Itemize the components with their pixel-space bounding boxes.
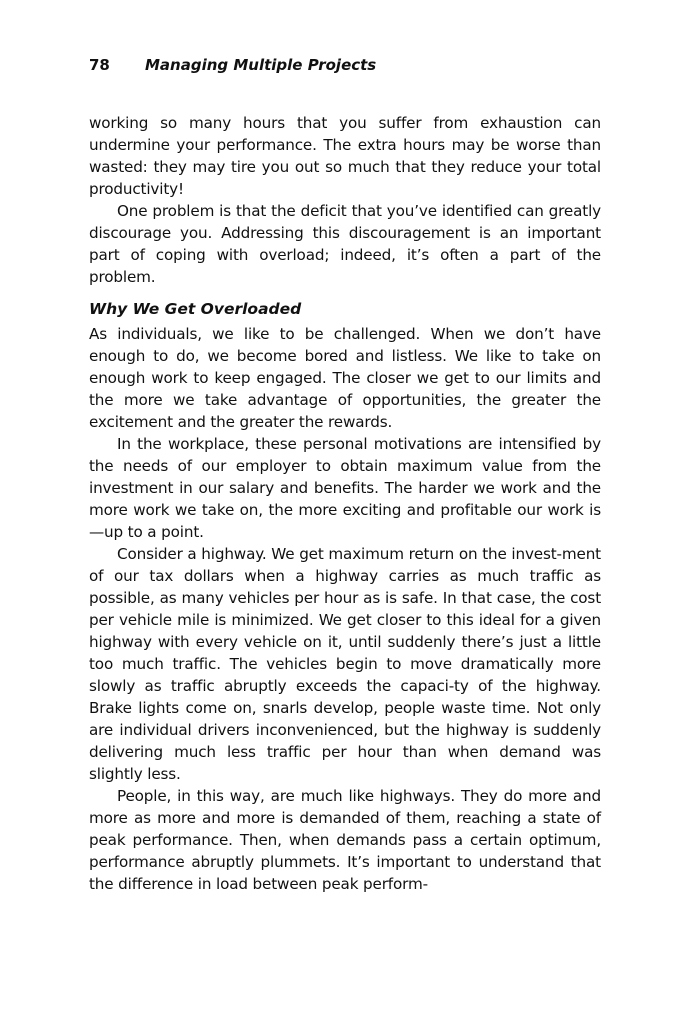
section-heading: Why We Get Overloaded bbox=[89, 300, 302, 318]
book-title: Managing Multiple Projects bbox=[145, 56, 377, 74]
running-head bbox=[89, 54, 601, 76]
paragraph-highway: Consider a highway. We get maximum return on the invest-ment of our tax dollars when a highway carries as much traffic as possible, as many vehicles per hour as is safe. In that case, the cost per vehicle mile is minimized. We get closer to this ideal for a given highway with every vehicle on it, until suddenly there’s just a little too much traffic. The vehicles begin to move dramatically more slowly as traffic abruptly exceeds the capaci-ty of the highway. Brake lights come on, snarls develop, people waste time. Not only are individual drivers inconvenienced, but the highway is suddenly delivering much less traffic per hour than when demand was slightly less. bbox=[89, 545, 601, 783]
paragraph-continuation: working so many hours that you suffer from exhaustion can undermine your performance. The extra hours may be worse than wasted: they may tire you out so much that they reduce your total productivity! bbox=[89, 114, 601, 198]
paragraph-discouragement: One problem is that the deficit that you’ve identified can greatly discourage you. Addressing this discouragement is an important part of coping with overload; indeed, it’s often a part of the problem. bbox=[89, 202, 601, 286]
book-page bbox=[89, 54, 601, 895]
page-number: 78 bbox=[89, 56, 110, 74]
paragraph-workplace: In the workplace, these personal motivations are intensified by the needs of our employer to obtain maximum value from the investment in our salary and benefits. The harder we work and the more work we take on, the more exciting and profitable our work is—up to a point. bbox=[89, 435, 601, 541]
paragraph-people: People, in this way, are much like highways. They do more and more as more and more is demanded of them, reaching a state of peak performance. Then, when demands pass a certain optimum, performance abruptly plummets. It’s important to understand that the difference in load between peak perform- bbox=[89, 787, 601, 893]
paragraph-individuals: As individuals, we like to be challenged. When we don’t have enough to do, we become bored and listless. We like to take on enough work to keep engaged. The closer we get to our limits and the more we take advantage of opportunities, the greater the excitement and the greater the rewards. bbox=[89, 325, 601, 431]
